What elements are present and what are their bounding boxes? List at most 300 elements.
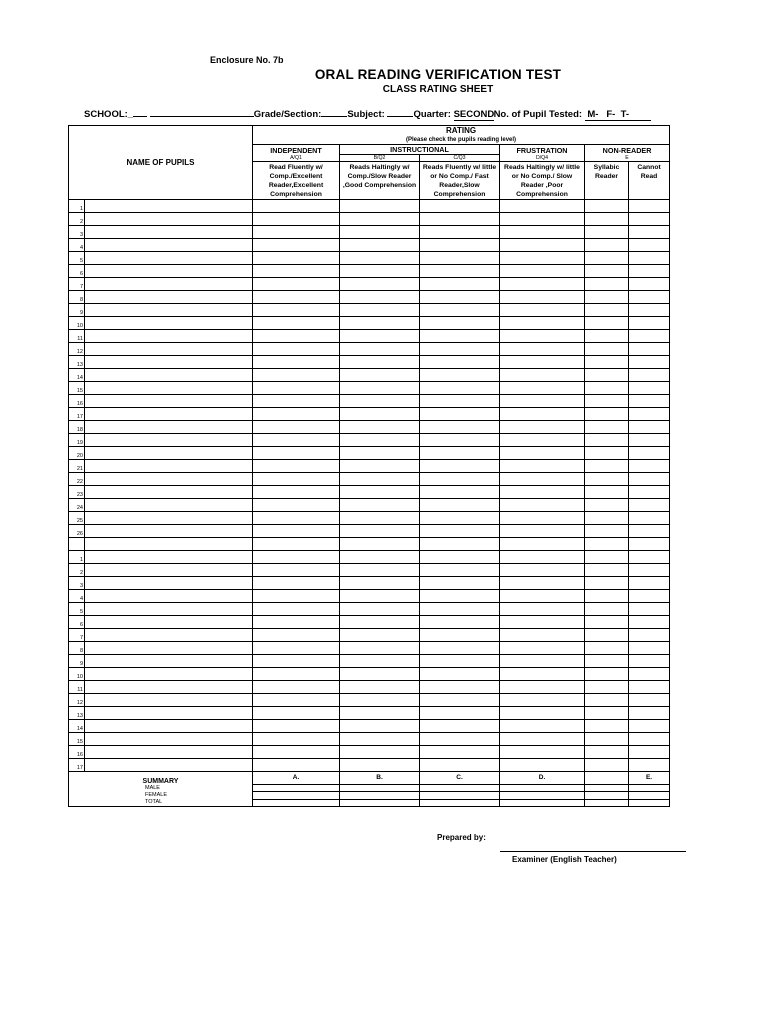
rating-cell[interactable]	[585, 395, 629, 408]
rating-cell[interactable]	[500, 681, 585, 694]
rating-cell[interactable]	[500, 343, 585, 356]
rating-cell[interactable]	[253, 486, 340, 499]
rating-cell[interactable]	[253, 317, 340, 330]
pupil-name-cell[interactable]	[85, 252, 253, 265]
rating-cell[interactable]	[253, 577, 340, 590]
rating-cell[interactable]	[340, 603, 420, 616]
pupil-name-cell[interactable]	[85, 629, 253, 642]
rating-cell[interactable]	[340, 655, 420, 668]
pupil-name-cell[interactable]	[85, 512, 253, 525]
pupil-name-cell[interactable]	[85, 278, 253, 291]
pupil-name-cell[interactable]	[85, 434, 253, 447]
pupil-name-cell[interactable]	[85, 421, 253, 434]
rating-cell[interactable]	[420, 343, 500, 356]
rating-cell[interactable]	[585, 512, 629, 525]
rating-cell[interactable]	[629, 746, 670, 759]
rating-cell[interactable]	[629, 577, 670, 590]
rating-cell[interactable]	[629, 408, 670, 421]
rating-cell[interactable]	[585, 499, 629, 512]
rating-cell[interactable]	[500, 473, 585, 486]
rating-cell[interactable]	[340, 642, 420, 655]
rating-cell[interactable]	[253, 564, 340, 577]
rating-cell[interactable]	[420, 681, 500, 694]
pupil-name-cell[interactable]	[85, 330, 253, 343]
rating-cell[interactable]	[500, 434, 585, 447]
rating-cell[interactable]	[420, 447, 500, 460]
pupil-name-cell[interactable]	[85, 577, 253, 590]
rating-cell[interactable]	[629, 239, 670, 252]
rating-cell[interactable]	[629, 473, 670, 486]
rating-cell[interactable]	[340, 408, 420, 421]
rating-cell[interactable]	[585, 213, 629, 226]
rating-cell[interactable]	[629, 447, 670, 460]
rating-cell[interactable]	[629, 460, 670, 473]
rating-cell[interactable]	[629, 330, 670, 343]
rating-cell[interactable]	[500, 200, 585, 213]
pupil-name-cell[interactable]	[85, 408, 253, 421]
rating-cell[interactable]	[585, 265, 629, 278]
rating-cell[interactable]	[420, 694, 500, 707]
rating-cell[interactable]	[500, 265, 585, 278]
rating-cell[interactable]	[253, 759, 340, 772]
rating-cell[interactable]	[629, 694, 670, 707]
rating-cell[interactable]	[629, 304, 670, 317]
rating-cell[interactable]	[340, 460, 420, 473]
summary-cell[interactable]	[629, 784, 670, 792]
rating-cell[interactable]	[500, 577, 585, 590]
rating-cell[interactable]	[585, 304, 629, 317]
rating-cell[interactable]	[340, 551, 420, 564]
rating-cell[interactable]	[420, 408, 500, 421]
rating-cell[interactable]	[420, 616, 500, 629]
pupil-name-cell[interactable]	[85, 499, 253, 512]
rating-cell[interactable]	[585, 642, 629, 655]
rating-cell[interactable]	[629, 226, 670, 239]
rating-cell[interactable]	[340, 330, 420, 343]
rating-cell[interactable]	[500, 707, 585, 720]
rating-cell[interactable]	[420, 668, 500, 681]
rating-cell[interactable]	[585, 356, 629, 369]
rating-cell[interactable]	[253, 356, 340, 369]
pupil-name-cell[interactable]	[85, 733, 253, 746]
rating-cell[interactable]	[629, 655, 670, 668]
pupil-name-cell[interactable]	[85, 239, 253, 252]
rating-cell[interactable]	[420, 590, 500, 603]
rating-cell[interactable]	[500, 291, 585, 304]
rating-cell[interactable]	[340, 577, 420, 590]
rating-cell[interactable]	[420, 473, 500, 486]
rating-cell[interactable]	[500, 499, 585, 512]
summary-cell[interactable]	[420, 799, 500, 807]
pupil-name-cell[interactable]	[85, 226, 253, 239]
pupil-name-cell[interactable]	[85, 317, 253, 330]
pupil-name-cell[interactable]	[85, 213, 253, 226]
pupil-name-cell[interactable]	[85, 395, 253, 408]
rating-cell[interactable]	[253, 525, 340, 538]
summary-cell[interactable]	[629, 792, 670, 800]
rating-cell[interactable]	[420, 720, 500, 733]
summary-cell[interactable]	[585, 799, 629, 807]
rating-cell[interactable]	[340, 707, 420, 720]
rating-cell[interactable]	[629, 720, 670, 733]
rating-cell[interactable]	[253, 265, 340, 278]
rating-cell[interactable]	[585, 668, 629, 681]
rating-cell[interactable]	[629, 564, 670, 577]
rating-cell[interactable]	[585, 447, 629, 460]
rating-cell[interactable]	[253, 629, 340, 642]
rating-cell[interactable]	[420, 382, 500, 395]
rating-cell[interactable]	[500, 655, 585, 668]
rating-cell[interactable]	[585, 577, 629, 590]
rating-cell[interactable]	[585, 226, 629, 239]
summary-cell[interactable]	[340, 784, 420, 792]
pupil-name-cell[interactable]	[85, 616, 253, 629]
rating-cell[interactable]	[253, 278, 340, 291]
rating-cell[interactable]	[420, 603, 500, 616]
rating-cell[interactable]	[585, 603, 629, 616]
summary-cell[interactable]	[340, 792, 420, 800]
rating-cell[interactable]	[629, 590, 670, 603]
rating-cell[interactable]	[420, 499, 500, 512]
pupil-name-cell[interactable]	[85, 694, 253, 707]
rating-cell[interactable]	[500, 408, 585, 421]
rating-cell[interactable]	[253, 746, 340, 759]
rating-cell[interactable]	[340, 746, 420, 759]
pupil-name-cell[interactable]	[85, 382, 253, 395]
rating-cell[interactable]	[420, 213, 500, 226]
rating-cell[interactable]	[585, 369, 629, 382]
rating-cell[interactable]	[340, 278, 420, 291]
rating-cell[interactable]	[629, 369, 670, 382]
rating-cell[interactable]	[253, 239, 340, 252]
rating-cell[interactable]	[253, 603, 340, 616]
rating-cell[interactable]	[585, 525, 629, 538]
rating-cell[interactable]	[253, 369, 340, 382]
rating-cell[interactable]	[500, 551, 585, 564]
rating-cell[interactable]	[629, 356, 670, 369]
rating-cell[interactable]	[253, 304, 340, 317]
rating-cell[interactable]	[420, 642, 500, 655]
rating-cell[interactable]	[500, 512, 585, 525]
pupil-name-cell[interactable]	[85, 525, 253, 538]
pupil-name-cell[interactable]	[85, 343, 253, 356]
rating-cell[interactable]	[340, 486, 420, 499]
rating-cell[interactable]	[500, 733, 585, 746]
rating-cell[interactable]	[253, 447, 340, 460]
rating-cell[interactable]	[585, 564, 629, 577]
school-blank-1[interactable]	[133, 106, 147, 117]
rating-cell[interactable]	[500, 369, 585, 382]
rating-cell[interactable]	[340, 759, 420, 772]
pupil-name-cell[interactable]	[85, 746, 253, 759]
rating-cell[interactable]	[340, 421, 420, 434]
rating-cell[interactable]	[253, 642, 340, 655]
rating-cell[interactable]	[585, 291, 629, 304]
rating-cell[interactable]	[629, 668, 670, 681]
rating-cell[interactable]	[340, 720, 420, 733]
rating-cell[interactable]	[340, 733, 420, 746]
rating-cell[interactable]	[629, 642, 670, 655]
rating-cell[interactable]	[420, 421, 500, 434]
rating-cell[interactable]	[629, 317, 670, 330]
rating-cell[interactable]	[585, 590, 629, 603]
signature-line[interactable]	[500, 850, 686, 852]
rating-cell[interactable]	[585, 694, 629, 707]
rating-cell[interactable]	[500, 382, 585, 395]
rating-cell[interactable]	[629, 434, 670, 447]
pupil-name-cell[interactable]	[85, 356, 253, 369]
pupil-name-cell[interactable]	[85, 590, 253, 603]
rating-cell[interactable]	[585, 343, 629, 356]
rating-cell[interactable]	[253, 226, 340, 239]
rating-cell[interactable]	[500, 590, 585, 603]
rating-cell[interactable]	[629, 733, 670, 746]
rating-cell[interactable]	[253, 252, 340, 265]
rating-cell[interactable]	[629, 551, 670, 564]
rating-cell[interactable]	[585, 421, 629, 434]
rating-cell[interactable]	[629, 291, 670, 304]
rating-cell[interactable]	[253, 213, 340, 226]
rating-cell[interactable]	[629, 759, 670, 772]
summary-cell[interactable]	[340, 799, 420, 807]
rating-cell[interactable]	[340, 343, 420, 356]
rating-cell[interactable]	[585, 681, 629, 694]
summary-cell[interactable]	[500, 799, 585, 807]
rating-cell[interactable]	[420, 525, 500, 538]
rating-cell[interactable]	[340, 499, 420, 512]
rating-cell[interactable]	[253, 395, 340, 408]
rating-cell[interactable]	[500, 330, 585, 343]
rating-cell[interactable]	[500, 226, 585, 239]
summary-cell[interactable]	[420, 784, 500, 792]
rating-cell[interactable]	[340, 616, 420, 629]
rating-cell[interactable]	[585, 239, 629, 252]
rating-cell[interactable]	[253, 668, 340, 681]
rating-cell[interactable]	[629, 707, 670, 720]
rating-cell[interactable]	[500, 720, 585, 733]
pupil-name-cell[interactable]	[85, 603, 253, 616]
rating-cell[interactable]	[500, 213, 585, 226]
rating-cell[interactable]	[420, 460, 500, 473]
rating-cell[interactable]	[420, 564, 500, 577]
rating-cell[interactable]	[585, 278, 629, 291]
rating-cell[interactable]	[253, 655, 340, 668]
rating-cell[interactable]	[340, 694, 420, 707]
rating-cell[interactable]	[340, 564, 420, 577]
rating-cell[interactable]	[340, 395, 420, 408]
rating-cell[interactable]	[340, 356, 420, 369]
rating-cell[interactable]	[340, 200, 420, 213]
rating-cell[interactable]	[340, 304, 420, 317]
rating-cell[interactable]	[420, 486, 500, 499]
pupil-name-cell[interactable]	[85, 460, 253, 473]
rating-cell[interactable]	[340, 291, 420, 304]
rating-cell[interactable]	[500, 278, 585, 291]
rating-cell[interactable]	[340, 239, 420, 252]
rating-cell[interactable]	[420, 707, 500, 720]
rating-cell[interactable]	[253, 551, 340, 564]
rating-cell[interactable]	[340, 590, 420, 603]
rating-cell[interactable]	[420, 512, 500, 525]
rating-cell[interactable]	[585, 408, 629, 421]
rating-cell[interactable]	[420, 252, 500, 265]
rating-cell[interactable]	[340, 668, 420, 681]
rating-cell[interactable]	[253, 512, 340, 525]
rating-cell[interactable]	[585, 733, 629, 746]
rating-cell[interactable]	[420, 226, 500, 239]
rating-cell[interactable]	[585, 460, 629, 473]
rating-cell[interactable]	[629, 395, 670, 408]
summary-cell[interactable]	[500, 792, 585, 800]
rating-cell[interactable]	[629, 382, 670, 395]
summary-cell[interactable]	[585, 792, 629, 800]
rating-cell[interactable]	[629, 616, 670, 629]
rating-cell[interactable]	[340, 434, 420, 447]
summary-cell[interactable]	[500, 784, 585, 792]
pupil-name-cell[interactable]	[85, 668, 253, 681]
rating-cell[interactable]	[585, 551, 629, 564]
rating-cell[interactable]	[585, 759, 629, 772]
rating-cell[interactable]	[253, 733, 340, 746]
pupil-name-cell[interactable]	[85, 369, 253, 382]
rating-cell[interactable]	[629, 681, 670, 694]
pupil-name-cell[interactable]	[85, 200, 253, 213]
rating-cell[interactable]	[585, 317, 629, 330]
school-blank-2[interactable]	[150, 106, 254, 117]
pupil-name-cell[interactable]	[85, 447, 253, 460]
summary-cell[interactable]	[585, 784, 629, 792]
rating-cell[interactable]	[420, 395, 500, 408]
rating-cell[interactable]	[420, 434, 500, 447]
pupil-name-cell[interactable]	[85, 304, 253, 317]
summary-cell[interactable]	[420, 792, 500, 800]
subject-blank[interactable]	[387, 106, 413, 117]
rating-cell[interactable]	[340, 265, 420, 278]
rating-cell[interactable]	[340, 681, 420, 694]
rating-cell[interactable]	[585, 655, 629, 668]
rating-cell[interactable]	[340, 369, 420, 382]
rating-cell[interactable]	[629, 265, 670, 278]
rating-cell[interactable]	[253, 421, 340, 434]
pupil-name-cell[interactable]	[85, 681, 253, 694]
rating-cell[interactable]	[253, 473, 340, 486]
rating-cell[interactable]	[500, 668, 585, 681]
rating-cell[interactable]	[585, 746, 629, 759]
rating-cell[interactable]	[420, 577, 500, 590]
rating-cell[interactable]	[500, 447, 585, 460]
rating-cell[interactable]	[340, 317, 420, 330]
rating-cell[interactable]	[420, 239, 500, 252]
rating-cell[interactable]	[420, 200, 500, 213]
rating-cell[interactable]	[340, 447, 420, 460]
summary-cell[interactable]	[253, 799, 340, 807]
rating-cell[interactable]	[253, 460, 340, 473]
rating-cell[interactable]	[340, 252, 420, 265]
rating-cell[interactable]	[629, 421, 670, 434]
summary-cell[interactable]	[253, 784, 340, 792]
rating-cell[interactable]	[629, 499, 670, 512]
rating-cell[interactable]	[420, 746, 500, 759]
rating-cell[interactable]	[253, 720, 340, 733]
rating-cell[interactable]	[629, 213, 670, 226]
rating-cell[interactable]	[500, 486, 585, 499]
rating-cell[interactable]	[629, 252, 670, 265]
pupil-name-cell[interactable]	[85, 291, 253, 304]
rating-cell[interactable]	[340, 525, 420, 538]
pupil-name-cell[interactable]	[85, 265, 253, 278]
rating-cell[interactable]	[585, 252, 629, 265]
rating-cell[interactable]	[340, 512, 420, 525]
summary-cell[interactable]	[253, 792, 340, 800]
pupil-name-cell[interactable]	[85, 473, 253, 486]
grade-blank[interactable]	[321, 106, 347, 117]
rating-cell[interactable]	[253, 434, 340, 447]
rating-cell[interactable]	[629, 200, 670, 213]
rating-cell[interactable]	[340, 629, 420, 642]
rating-cell[interactable]	[500, 616, 585, 629]
rating-cell[interactable]	[420, 551, 500, 564]
rating-cell[interactable]	[253, 694, 340, 707]
rating-cell[interactable]	[500, 746, 585, 759]
rating-cell[interactable]	[420, 759, 500, 772]
rating-cell[interactable]	[253, 382, 340, 395]
pupil-name-cell[interactable]	[85, 564, 253, 577]
rating-cell[interactable]	[585, 382, 629, 395]
rating-cell[interactable]	[585, 707, 629, 720]
pupil-name-cell[interactable]	[85, 759, 253, 772]
rating-cell[interactable]	[340, 213, 420, 226]
rating-cell[interactable]	[340, 382, 420, 395]
rating-cell[interactable]	[500, 564, 585, 577]
rating-cell[interactable]	[629, 603, 670, 616]
rating-cell[interactable]	[500, 629, 585, 642]
rating-cell[interactable]	[500, 356, 585, 369]
rating-cell[interactable]	[585, 330, 629, 343]
rating-cell[interactable]	[629, 629, 670, 642]
rating-cell[interactable]	[500, 642, 585, 655]
rating-cell[interactable]	[420, 369, 500, 382]
rating-cell[interactable]	[420, 278, 500, 291]
summary-cell[interactable]	[629, 799, 670, 807]
rating-cell[interactable]	[500, 421, 585, 434]
rating-cell[interactable]	[253, 590, 340, 603]
rating-cell[interactable]	[500, 694, 585, 707]
rating-cell[interactable]	[420, 655, 500, 668]
rating-cell[interactable]	[500, 252, 585, 265]
rating-cell[interactable]	[629, 343, 670, 356]
rating-cell[interactable]	[253, 408, 340, 421]
rating-cell[interactable]	[500, 317, 585, 330]
rating-cell[interactable]	[420, 317, 500, 330]
pupil-name-cell[interactable]	[85, 486, 253, 499]
rating-cell[interactable]	[500, 603, 585, 616]
rating-cell[interactable]	[629, 278, 670, 291]
rating-cell[interactable]	[585, 486, 629, 499]
rating-cell[interactable]	[585, 629, 629, 642]
rating-cell[interactable]	[585, 434, 629, 447]
rating-cell[interactable]	[253, 291, 340, 304]
rating-cell[interactable]	[340, 473, 420, 486]
rating-cell[interactable]	[340, 226, 420, 239]
rating-cell[interactable]	[253, 200, 340, 213]
rating-cell[interactable]	[500, 525, 585, 538]
rating-cell[interactable]	[500, 460, 585, 473]
rating-cell[interactable]	[420, 330, 500, 343]
pupil-name-cell[interactable]	[85, 551, 253, 564]
rating-cell[interactable]	[253, 343, 340, 356]
rating-cell[interactable]	[585, 200, 629, 213]
rating-cell[interactable]	[585, 473, 629, 486]
